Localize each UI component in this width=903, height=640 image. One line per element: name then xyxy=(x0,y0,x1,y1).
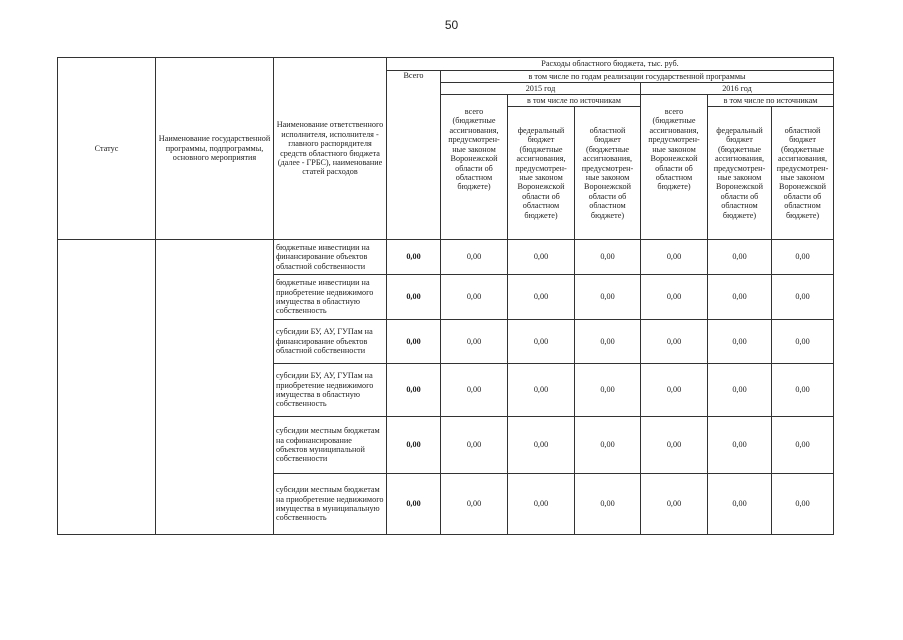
row-total: 0,00 xyxy=(387,320,441,364)
row-value: 0,00 xyxy=(708,417,772,474)
row-total: 0,00 xyxy=(387,474,441,535)
row-value: 0,00 xyxy=(772,275,834,320)
page-number: 50 xyxy=(444,18,459,32)
row-value: 0,00 xyxy=(508,275,575,320)
year-2015-header: 2015 год xyxy=(441,83,641,95)
row-value: 0,00 xyxy=(441,364,508,417)
sources-2016-header: в том числе по источникам xyxy=(708,95,834,107)
row-label: бюджетные инвестиции на финансирование объектов областной собственности xyxy=(274,240,387,275)
row-value: 0,00 xyxy=(708,275,772,320)
row-value: 0,00 xyxy=(575,417,641,474)
row-value: 0,00 xyxy=(575,240,641,275)
row-value: 0,00 xyxy=(641,417,708,474)
row-label: субсидии БУ, АУ, ГУПам на финансирование объектов областной собственности xyxy=(274,320,387,364)
row-value: 0,00 xyxy=(641,275,708,320)
executor-header: Наименование ответственного исполнителя, исполнителя - главного распорядителя средств областного бюджета (далее - ГРБС), наименование статей расходов xyxy=(274,58,387,240)
row-value: 0,00 xyxy=(708,320,772,364)
row-value: 0,00 xyxy=(772,417,834,474)
row-value: 0,00 xyxy=(772,474,834,535)
by-years-header: в том числе по годам реализации государственной программы xyxy=(441,71,834,83)
row-value: 0,00 xyxy=(641,364,708,417)
header-row-1 xyxy=(58,58,834,71)
program-name-cell xyxy=(156,240,274,535)
program-name-header: Наименование государственной программы, подпрограммы, основного мероприятия xyxy=(156,58,274,240)
row-value: 0,00 xyxy=(508,474,575,535)
row-value: 0,00 xyxy=(508,240,575,275)
row-value: 0,00 xyxy=(641,474,708,535)
year-2016-header: 2016 год xyxy=(641,83,834,95)
row-value: 0,00 xyxy=(708,240,772,275)
status-header: Статус xyxy=(58,58,156,240)
row-value: 0,00 xyxy=(575,275,641,320)
row-value: 0,00 xyxy=(641,240,708,275)
row-total: 0,00 xyxy=(387,275,441,320)
row-value: 0,00 xyxy=(508,320,575,364)
col-all-2015-header: всего (бюджетные ассигнования, предусмотрен-ные законом Воронежской области об областном бюджете) xyxy=(441,95,508,240)
row-value: 0,00 xyxy=(772,320,834,364)
budget-table xyxy=(57,57,834,535)
row-value: 0,00 xyxy=(772,364,834,417)
row-value: 0,00 xyxy=(708,474,772,535)
row-total: 0,00 xyxy=(387,364,441,417)
col-all-2016-header: всего (бюджетные ассигнования, предусмотрен-ные законом Воронежской области об областном бюджете) xyxy=(641,95,708,240)
row-total: 0,00 xyxy=(387,240,441,275)
row-value: 0,00 xyxy=(441,417,508,474)
row-value: 0,00 xyxy=(575,320,641,364)
row-value: 0,00 xyxy=(441,240,508,275)
row-value: 0,00 xyxy=(772,240,834,275)
total-header: Всего xyxy=(387,71,441,240)
row-value: 0,00 xyxy=(575,364,641,417)
status-cell xyxy=(58,240,156,535)
row-value: 0,00 xyxy=(641,320,708,364)
row-label: субсидии местным бюджетам на приобретение недвижимого имущества в муниципальную собственность xyxy=(274,474,387,535)
table-row xyxy=(58,240,834,275)
row-label: бюджетные инвестиции на приобретение недвижимого имущества в областную собственность xyxy=(274,275,387,320)
row-total: 0,00 xyxy=(387,417,441,474)
row-value: 0,00 xyxy=(508,417,575,474)
row-value: 0,00 xyxy=(441,320,508,364)
expenses-title-header: Расходы областного бюджета, тыс. руб. xyxy=(387,58,834,71)
row-value: 0,00 xyxy=(708,364,772,417)
row-value: 0,00 xyxy=(441,275,508,320)
row-label: субсидии местным бюджетам на софинансирование объектов муниципальной собственности xyxy=(274,417,387,474)
col-regional-2015-header: областной бюджет (бюджетные ассигнования, предусмотрен-ные законом Воронежской области об областном бюджете) xyxy=(575,107,641,240)
col-federal-2016-header: федеральный бюджет (бюджетные ассигнования, предусмотрен-ные законом Воронежской области об областном бюджете) xyxy=(708,107,772,240)
col-regional-2016-header: областной бюджет (бюджетные ассигнования, предусмотрен-ные законом Воронежской области об областном бюджете) xyxy=(772,107,834,240)
row-value: 0,00 xyxy=(441,474,508,535)
row-value: 0,00 xyxy=(575,474,641,535)
col-federal-2015-header: федеральный бюджет (бюджетные ассигнования, предусмотрен-ные законом Воронежской области об областном бюджете) xyxy=(508,107,575,240)
row-value: 0,00 xyxy=(508,364,575,417)
row-label: субсидии БУ, АУ, ГУПам на приобретение недвижимого имущества в областную собственность xyxy=(274,364,387,417)
sources-2015-header: в том числе по источникам xyxy=(508,95,641,107)
